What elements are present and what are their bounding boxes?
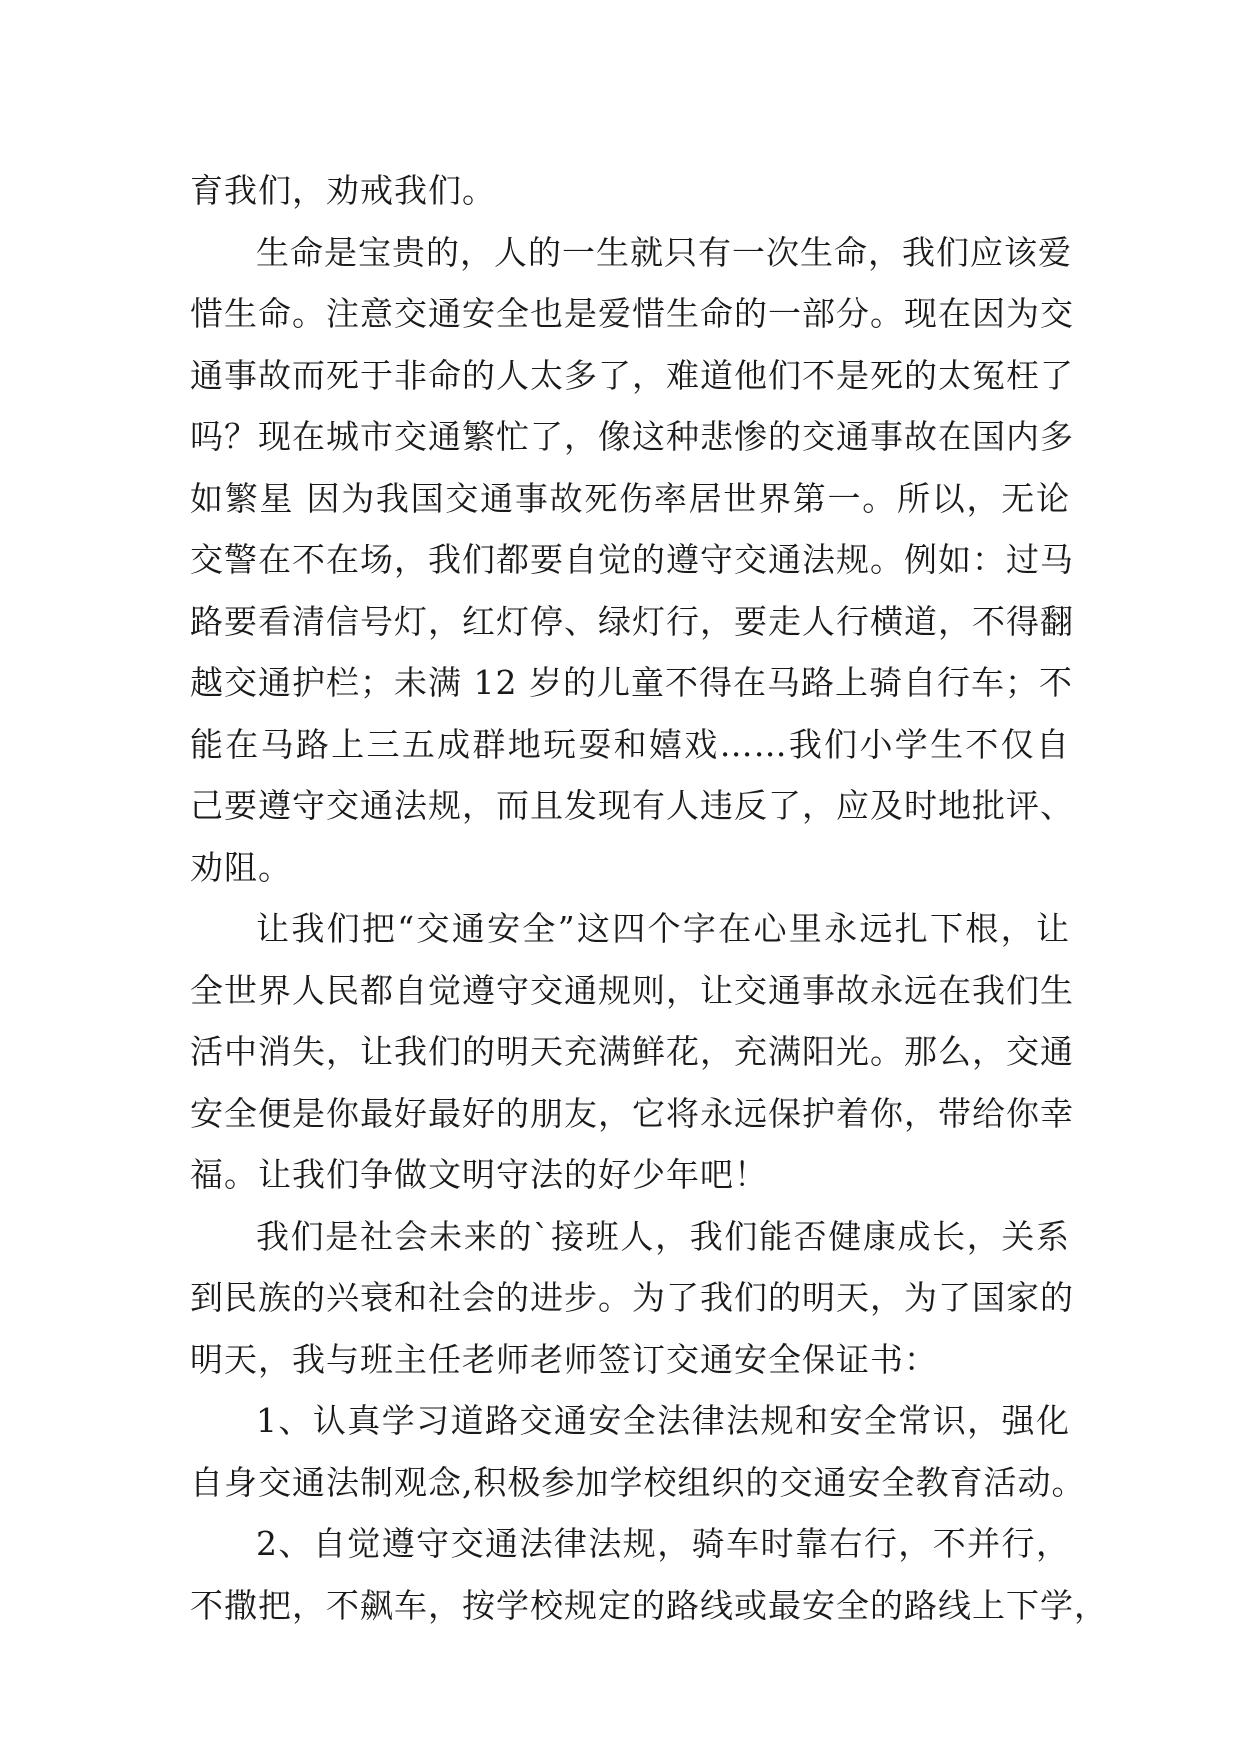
text-line: 吗？现在城市交通繁忙了，像这种悲惨的交通事故在国内多: [190, 417, 1074, 456]
text-line: 生命是宝贵的，人的一生就只有一次生命，我们应该爱: [256, 232, 1072, 272]
text-line: 2、自觉遵守交通法律法规，骑车时靠右行，不并行，: [256, 1524, 1070, 1563]
text-line: 路要看清信号灯，红灯停、绿灯行，要走人行横道，不得翻: [190, 601, 1074, 641]
text-line: 不撒把，不飙车，按学校规定的路线或最安全的路线上下学，: [190, 1585, 1108, 1625]
text-line: 能在马路上三五成群地玩耍和嬉戏……我们小学生不仅自: [190, 724, 1070, 764]
text-line: 我们是社会未来的`接班人，我们能否健康成长，关系: [256, 1216, 1070, 1256]
text-line: 活中消失，让我们的明天充满鲜花，充满阳光。那么，交通: [190, 1032, 1074, 1071]
text-line: 交警在不在场，我们都要自觉的遵守交通法规。例如：过马: [190, 540, 1074, 579]
text-line: 明天，我与班主任老师老师签订交通安全保证书：: [190, 1339, 938, 1379]
text-line: 安全便是你最好最好的朋友，它将永远保护着你，带给你幸: [190, 1093, 1074, 1133]
text-line: 到民族的兴衰和社会的进步。为了我们的明天，为了国家的: [190, 1278, 1074, 1317]
text-line: 惜生命。注意交通安全也是爱惜生命的一部分。现在因为交: [190, 294, 1074, 333]
text-line: 1、认真学习道路交通安全法律法规和安全常识，强化: [256, 1401, 1070, 1440]
text-line: 自身交通法制观念,积极参加学校组织的交通安全教育活动。: [190, 1462, 1086, 1502]
text-line: 全世界人民都自觉遵守交通规则，让交通事故永远在我们生: [190, 970, 1074, 1010]
text-line: 育我们，劝戒我们。: [190, 171, 496, 210]
text-line: 让我们把“交通安全”这四个字在心里永远扎下根，让: [256, 909, 1070, 948]
text-line: 如繁星 因为我国交通事故死伤率居世界第一。所以，无论: [190, 478, 1070, 518]
body-text: [190, 160, 1108, 1636]
text-line: 越交通护栏；未满 12 岁的儿童不得在马路上骑自行车；不: [190, 663, 1073, 702]
text-line: 劝阻。: [190, 847, 292, 887]
text-line: 己要遵守交通法规，而且发现有人违反了，应及时地批评、: [190, 786, 1074, 825]
text-line: 福。让我们争做文明守法的好少年吧！: [190, 1155, 768, 1194]
text-line: 通事故而死于非命的人太多了，难道他们不是死的太冤枉了: [190, 355, 1074, 395]
